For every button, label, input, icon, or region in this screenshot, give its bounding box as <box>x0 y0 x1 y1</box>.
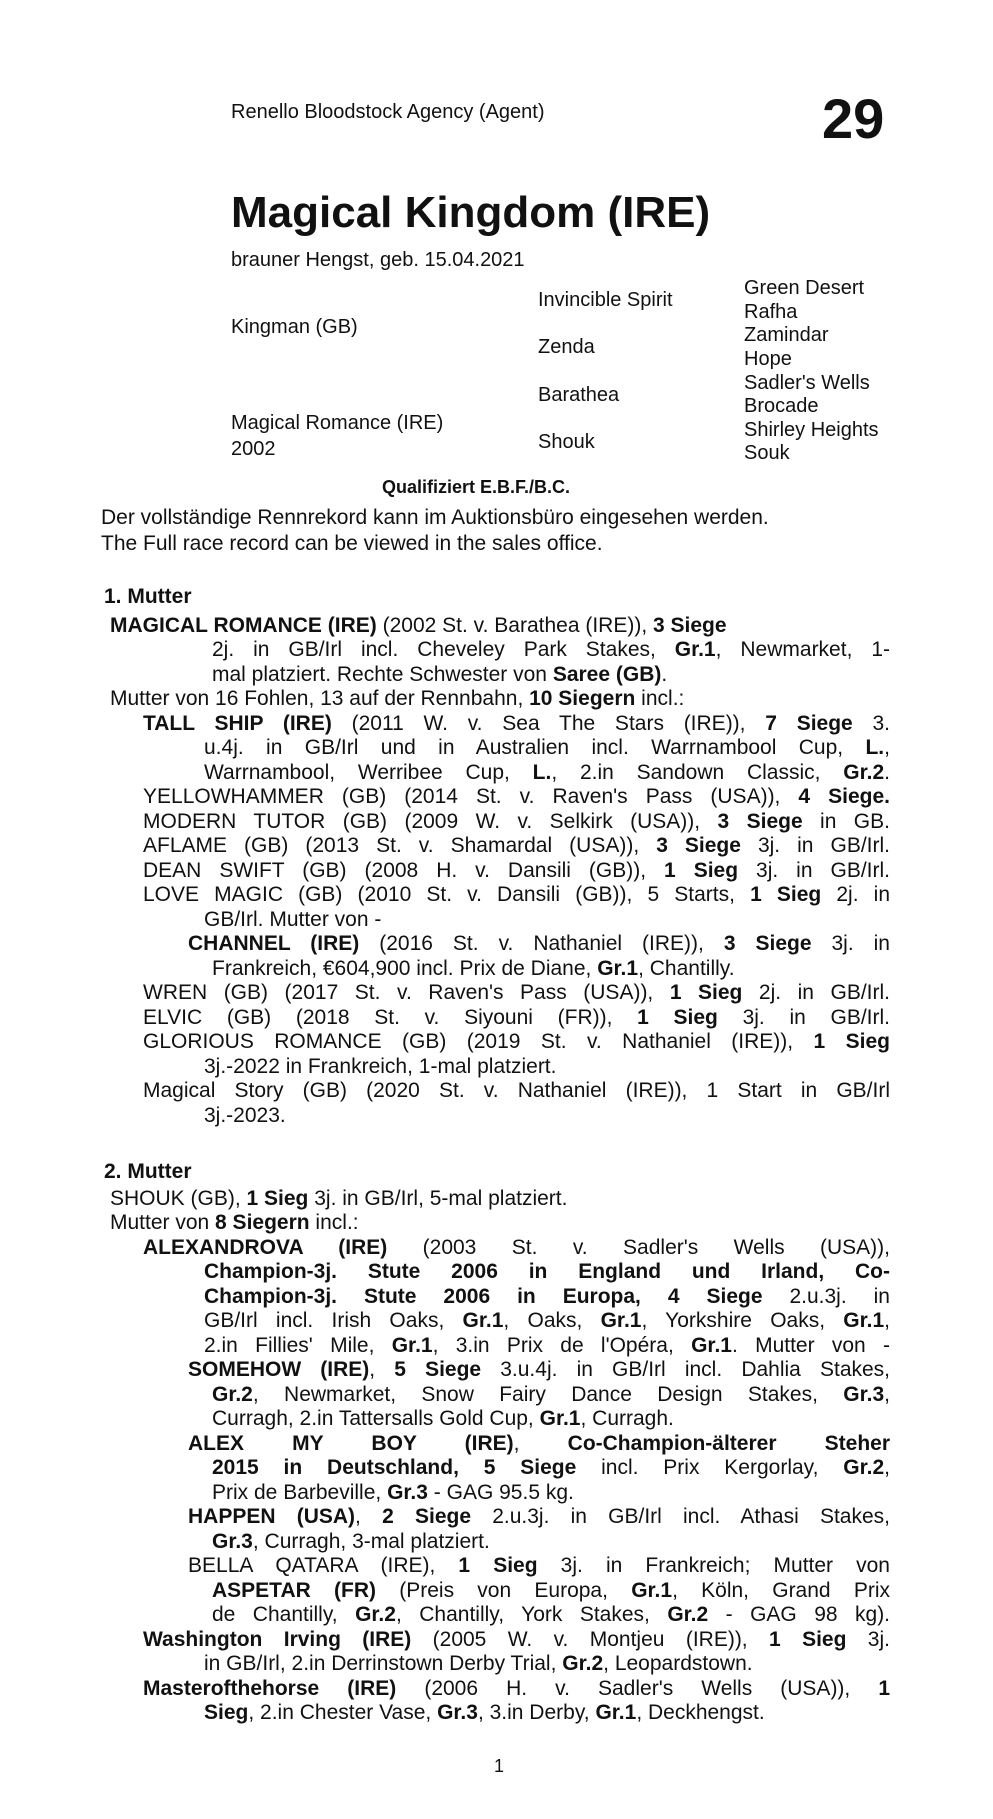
record-text: , <box>369 1358 395 1381</box>
record-text: 3j. in GB/Irl, 5-mal platziert. <box>308 1187 568 1210</box>
record-line <box>212 1456 890 1480</box>
record-text: , Chantilly, York Stakes, <box>395 1603 668 1626</box>
record-text: (Preis von Europa, <box>376 1579 632 1602</box>
record-emphasis: Gr.2 <box>562 1652 604 1675</box>
record-line <box>143 1079 890 1103</box>
record-emphasis: HAPPEN (USA) <box>188 1505 356 1528</box>
pedigree-gen3: Brocade <box>744 395 819 417</box>
record-emphasis: L. <box>865 736 885 759</box>
record-emphasis: Gr.3 <box>212 1530 253 1553</box>
record-emphasis: Gr.1 <box>391 1334 433 1357</box>
record-text: (2005 W. v. Montjeu (IRE)), <box>411 1628 770 1651</box>
record-text: de Chantilly, <box>212 1603 356 1626</box>
record-text: (2003 St. v. Sadler's Wells (USA)), <box>387 1236 891 1259</box>
record-emphasis: Gr.1 <box>843 1309 885 1332</box>
record-emphasis: 1 Sieg <box>769 1628 847 1651</box>
pedigree-gen3: Hope <box>744 348 792 370</box>
pedigree-dam: Magical Romance (IRE) <box>231 412 444 434</box>
record-emphasis: 10 Siegern <box>529 687 636 710</box>
record-text: , 3.in Prix de l'Opéra, <box>432 1334 692 1357</box>
record-emphasis: TALL SHIP (IRE) <box>143 712 332 735</box>
record-text: 2.u.3j. in <box>762 1285 890 1308</box>
record-line <box>143 1030 890 1054</box>
record-emphasis: Gr.3 <box>387 1481 428 1504</box>
record-line <box>212 638 890 662</box>
record-emphasis: ALEX MY BOY (IRE) <box>188 1432 514 1455</box>
pedigree-gen2: Zenda <box>538 336 595 358</box>
record-text: - GAG 95.5 kg. <box>427 1481 574 1504</box>
record-emphasis: 1 Sieg <box>813 1030 890 1053</box>
record-line <box>188 1358 890 1382</box>
record-text: Curragh, 2.in Tattersalls Gold Cup, <box>212 1407 540 1430</box>
record-line <box>143 1677 890 1701</box>
horse-name: Magical Kingdom (IRE) <box>231 188 711 237</box>
record-text: ELVIC (GB) (2018 St. v. Siyouni (FR)), <box>143 1006 638 1029</box>
record-line <box>212 1579 890 1603</box>
record-text: 3.u.4j. in GB/Irl incl. Dahlia Stakes, <box>481 1358 891 1381</box>
record-emphasis: Gr.1 <box>462 1309 504 1332</box>
record-line <box>110 1187 567 1211</box>
record-text: BELLA QATARA (IRE), <box>188 1554 459 1577</box>
record-text: , Oaks, <box>503 1309 601 1332</box>
record-emphasis: L. <box>532 761 552 784</box>
note-english: The Full race record can be viewed in the sales office. <box>101 532 603 555</box>
record-text: 3j. in GB/Irl. <box>738 859 890 882</box>
record-line <box>212 1530 490 1554</box>
record-line <box>143 712 890 736</box>
record-line <box>188 1432 890 1456</box>
record-emphasis: 8 Siegern <box>215 1211 310 1234</box>
record-emphasis: Gr.2 <box>843 1456 885 1479</box>
section-heading: 1. Mutter <box>104 585 192 608</box>
record-text: in GB. <box>802 810 890 833</box>
record-text: 3j. in GB/Irl. <box>740 834 891 857</box>
record-emphasis: 5 Siege <box>394 1358 482 1381</box>
record-text: (2016 St. v. Nathaniel (IRE)), <box>359 932 724 955</box>
record-text: Magical Story (GB) (2020 St. v. Nathaniel (IRE)), 1 Start in GB/Irl <box>143 1079 890 1102</box>
record-text: WREN (GB) (2017 St. v. Raven's Pass (USA)), <box>143 981 670 1004</box>
record-emphasis: Sieg <box>204 1701 249 1724</box>
record-text: (2006 H. v. Sadler's Wells (USA)), <box>396 1677 879 1700</box>
record-text: GLORIOUS ROMANCE (GB) (2019 St. v. Nathaniel (IRE)), <box>143 1030 814 1053</box>
record-emphasis: 1 Sieg <box>750 883 822 906</box>
record-emphasis: 3 Siege <box>656 834 741 857</box>
record-text: u.4j. in GB/Irl und in Australien incl. Warrnambool Cup, <box>204 736 866 759</box>
record-emphasis: Gr.2 <box>667 1603 709 1626</box>
record-text: , 2.in Sandown Classic, <box>551 761 844 784</box>
record-text: 3j. in GB/Irl. <box>717 1006 890 1029</box>
record-text: . <box>884 761 890 784</box>
record-text: , <box>884 1309 891 1332</box>
record-text: 2j. in <box>821 883 890 906</box>
record-text: (2011 W. v. Sea The Stars (IRE)), <box>331 712 766 735</box>
record-emphasis: 3 Siege <box>717 810 803 833</box>
record-text: AFLAME (GB) (2013 St. v. Shamardal (USA)), <box>143 834 657 857</box>
pedigree-gen3: Rafha <box>744 301 798 323</box>
record-emphasis: Champion-3j. Stute 2006 in England und Irland, Co- <box>204 1260 890 1283</box>
record-line <box>143 785 890 809</box>
record-emphasis: Gr.1 <box>631 1579 673 1602</box>
record-line <box>212 1603 890 1627</box>
record-text: in GB/Irl, 2.in Derrinstown Derby Trial, <box>204 1652 563 1675</box>
record-emphasis: 2015 in Deutschland, 5 Siege <box>212 1456 577 1479</box>
qualification: Qualifiziert E.B.F./B.C. <box>382 477 571 497</box>
record-line <box>188 932 890 956</box>
agent-name: Renello Bloodstock Agency (Agent) <box>231 101 545 123</box>
record-emphasis: SOMEHOW (IRE) <box>188 1358 370 1381</box>
record-line <box>204 1260 890 1284</box>
record-line <box>143 859 890 883</box>
record-emphasis: 1 Sieg <box>669 981 743 1004</box>
record-line <box>188 1554 890 1578</box>
record-text: , 2.in Chester Vase, <box>248 1701 438 1724</box>
record-line <box>143 834 890 858</box>
record-text: Warrnambool, Werribee Cup, <box>204 761 533 784</box>
record-text: YELLOWHAMMER (GB) (2014 St. v. Raven's Pass (USA)), <box>143 785 799 808</box>
record-line <box>204 1055 556 1079</box>
record-text: 3j. in <box>811 932 890 955</box>
record-line <box>204 761 890 785</box>
record-emphasis: 1 Sieg <box>246 1187 309 1210</box>
record-text: LOVE MAGIC (GB) (2010 St. v. Dansili (GB)), 5 Starts, <box>143 883 751 906</box>
record-emphasis: Gr.2 <box>843 761 885 784</box>
record-text: - GAG 98 kg). <box>708 1603 891 1626</box>
record-text: GB/Irl incl. Irish Oaks, <box>204 1309 463 1332</box>
record-text: 3j.-2023. <box>204 1104 286 1127</box>
record-text: Mutter von <box>110 1211 216 1234</box>
pedigree-gen3: Green Desert <box>744 277 865 299</box>
record-emphasis: ASPETAR (FR) <box>212 1579 376 1602</box>
record-line <box>204 736 890 760</box>
record-text: incl. Prix Kergorlay, <box>576 1456 844 1479</box>
record-line <box>204 1334 890 1358</box>
record-text: . <box>661 663 668 686</box>
record-text: , Chantilly. <box>638 957 735 980</box>
record-emphasis: Co-Champion-älterer Steher <box>567 1432 891 1455</box>
record-emphasis: Washington Irving (IRE) <box>143 1628 412 1651</box>
record-text: , Newmarket, 1- <box>715 638 890 661</box>
record-emphasis: Gr.1 <box>595 1701 637 1724</box>
record-emphasis: Gr.1 <box>691 1334 732 1357</box>
record-line <box>212 1383 890 1407</box>
record-text: 3j. <box>846 1628 890 1651</box>
lot-number: 29 <box>822 87 885 150</box>
record-text: mal platziert. Rechte Schwester von <box>212 663 553 686</box>
record-text: , Yorkshire Oaks, <box>641 1309 844 1332</box>
record-text: , Newmarket, Snow Fairy Dance Design Stakes, <box>252 1383 844 1406</box>
record-text: 3. <box>852 712 890 735</box>
record-text: DEAN SWIFT (GB) (2008 H. v. Dansili (GB)), <box>143 859 665 882</box>
pedigree-dam-year: 2002 <box>231 438 276 460</box>
record-text: 3j. in Frankreich; Mutter von <box>537 1554 890 1577</box>
record-line <box>204 1309 890 1333</box>
record-text: incl.: <box>635 687 685 710</box>
record-line <box>204 1652 753 1676</box>
record-emphasis: Gr.3 <box>437 1701 478 1724</box>
record-line <box>204 1104 286 1128</box>
record-text: , Curragh, 3-mal platziert. <box>252 1530 490 1553</box>
record-emphasis: Gr.2 <box>212 1383 253 1406</box>
record-emphasis: Gr.3 <box>843 1383 885 1406</box>
record-line <box>143 810 890 834</box>
record-line <box>143 883 890 907</box>
record-emphasis: Gr.1 <box>539 1407 581 1430</box>
record-emphasis: 1 Sieg <box>637 1006 718 1029</box>
record-text: , <box>884 1383 890 1406</box>
record-line <box>110 614 727 638</box>
record-line <box>143 1006 890 1030</box>
record-emphasis: 3 Siege <box>723 932 812 955</box>
record-line <box>143 981 890 1005</box>
record-text: , Deckhengst. <box>636 1701 765 1724</box>
record-text: SHOUK (GB), <box>110 1187 247 1210</box>
pedigree-sire: Kingman (GB) <box>231 316 358 338</box>
record-text: 3j.-2022 in Frankreich, 1-mal platziert. <box>204 1055 557 1078</box>
record-emphasis: Gr.2 <box>355 1603 396 1626</box>
record-text: , <box>884 1456 890 1479</box>
page-number: 1 <box>494 1756 505 1776</box>
record-line <box>212 1481 574 1505</box>
pedigree-gen3: Souk <box>744 442 790 464</box>
pedigree-gen3: Shirley Heights <box>744 419 879 441</box>
record-text: , 3.in Derby, <box>477 1701 596 1724</box>
record-text: 2.u.3j. in GB/Irl incl. Athasi Stakes, <box>471 1505 890 1528</box>
record-emphasis: MAGICAL ROMANCE (IRE) <box>110 614 377 637</box>
record-text: 2.in Fillies' Mile, <box>204 1334 392 1357</box>
record-emphasis: Champion-3j. Stute 2006 in Europa, 4 Siege <box>204 1285 763 1308</box>
note-german: Der vollständige Rennrekord kann im Auktionsbüro eingesehen werden. <box>101 506 769 529</box>
record-emphasis: 3 Siege <box>653 614 727 637</box>
pedigree-gen2: Invincible Spirit <box>538 289 673 311</box>
horse-description: brauner Hengst, geb. 15.04.2021 <box>231 249 525 271</box>
record-text: Prix de Barbeville, <box>212 1481 388 1504</box>
record-emphasis: 4 Siege. <box>798 785 890 808</box>
pedigree-gen3: Zamindar <box>744 324 829 346</box>
record-text: Mutter von 16 Fohlen, 13 auf der Rennbahn, <box>110 687 530 710</box>
record-text: , <box>355 1505 383 1528</box>
record-line <box>143 1628 890 1652</box>
record-emphasis: Gr.1 <box>600 1309 642 1332</box>
record-emphasis: ALEXANDROVA (IRE) <box>143 1236 388 1259</box>
record-emphasis: 2 Siege <box>382 1505 471 1528</box>
record-emphasis: Masterofthehorse (IRE) <box>143 1677 397 1700</box>
record-text: 2j. in GB/Irl incl. Cheveley Park Stakes, <box>212 638 675 661</box>
record-line <box>212 957 735 981</box>
section-heading: 2. Mutter <box>104 1160 192 1183</box>
record-emphasis: Saree (GB) <box>552 663 662 686</box>
record-text: , Köln, Grand Prix <box>672 1579 890 1602</box>
record-line <box>188 1505 890 1529</box>
record-line <box>204 1701 765 1725</box>
pedigree-gen2: Barathea <box>538 384 620 406</box>
record-text: . Mutter von - <box>731 1334 891 1357</box>
record-text: , Leopardstown. <box>603 1652 753 1675</box>
record-emphasis: CHANNEL (IRE) <box>188 932 360 955</box>
record-emphasis: 1 Sieg <box>664 859 739 882</box>
record-line <box>204 1285 890 1309</box>
pedigree-gen2: Shouk <box>538 431 595 453</box>
record-text: MODERN TUTOR (GB) (2009 W. v. Selkirk (USA)), <box>143 810 718 833</box>
record-emphasis: 7 Siege <box>765 712 853 735</box>
record-line <box>212 663 667 687</box>
record-text: Frankreich, €604,900 incl. Prix de Diane, <box>212 957 598 980</box>
pedigree-gen3: Sadler's Wells <box>744 372 870 394</box>
record-line <box>143 1236 890 1260</box>
record-text: 2j. in GB/Irl. <box>742 981 890 1004</box>
record-text: GB/Irl. Mutter von - <box>204 908 382 931</box>
record-text: , <box>884 736 890 759</box>
record-line <box>212 1407 674 1431</box>
record-emphasis: 1 Sieg <box>458 1554 538 1577</box>
record-text: incl.: <box>309 1211 359 1234</box>
record-text: (2002 St. v. Barathea (IRE)), <box>376 614 653 637</box>
record-text: , <box>513 1432 568 1455</box>
record-emphasis: Gr.1 <box>674 638 716 661</box>
record-line <box>110 1211 359 1235</box>
record-emphasis: Gr.1 <box>597 957 639 980</box>
record-text: , Curragh. <box>580 1407 674 1430</box>
record-line <box>110 687 684 711</box>
record-emphasis: 1 <box>878 1677 891 1700</box>
record-line <box>204 908 381 932</box>
